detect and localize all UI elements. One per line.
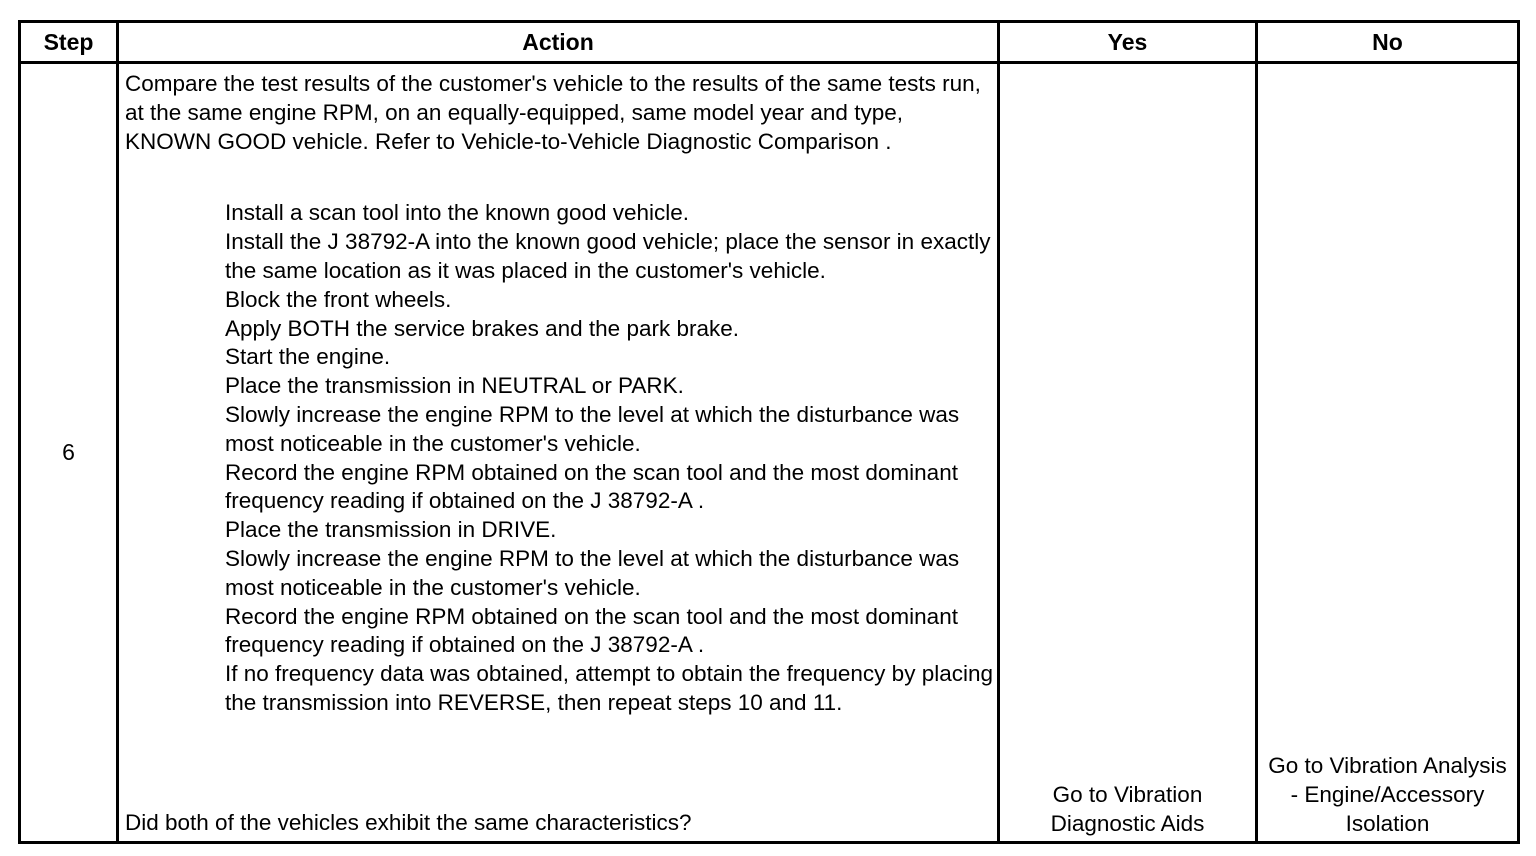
action-step: Slowly increase the engine RPM to the level at which the disturbance was most noticeable in the customer's vehicle.: [225, 545, 960, 600]
action-intro: [125, 70, 993, 156]
action-step: Place the transmission in NEUTRAL or PARK.: [225, 373, 684, 399]
action-step: Block the front wheels.: [225, 286, 452, 312]
yes-link-text[interactable]: Go to Vibration Diagnostic Aids: [1050, 782, 1205, 836]
diagnostic-table: [18, 20, 1520, 844]
action-cell: [119, 64, 1000, 841]
no-link-text[interactable]: Go to Vibration Analysis - Engine/Accessory Isolation: [1268, 753, 1507, 836]
action-step: If no frequency data was obtained, attempt to obtain the frequency by placing the transmission into REVERSE, then repeat steps 10 and 11.: [225, 661, 993, 715]
header-no: No: [1258, 23, 1517, 64]
action-step: Apply BOTH the service brakes and the park brake.: [225, 315, 739, 341]
action-question: Did both of the vehicles exhibit the same characteristics?: [125, 810, 692, 836]
action-step: Slowly increase the engine RPM to the level at which the disturbance was most noticeable in the customer's vehicle.: [225, 401, 960, 456]
header-step: Step: [21, 23, 119, 64]
action-step: Install a scan tool into the known good vehicle.: [225, 200, 690, 226]
header-yes: Yes: [1000, 23, 1258, 64]
step-number: 6: [21, 64, 119, 841]
header-action: Action: [119, 23, 1000, 64]
action-step: Place the transmission in DRIVE.: [225, 517, 557, 543]
action-steps-list: [225, 199, 993, 717]
action-step: Record the engine RPM obtained on the scan tool and the most dominant frequency reading if obtained on the J 38792-A .: [225, 603, 958, 658]
action-intro-text: Compare the test results of the customer's vehicle to the results of the same tests run, at the same engine RPM, on an equally-equipped, same model year and type, KNOWN GOOD vehicle. Refer to Vehicle-to-Vehicle Diagnostic Comparison .: [125, 71, 981, 154]
action-step: Start the engine.: [225, 344, 391, 370]
action-step: Install the J 38792-A into the known good vehicle; place the sensor in exactly the same location as it was placed in the customer's vehicle.: [225, 229, 991, 283]
yes-cell: [1000, 64, 1258, 841]
action-step: Record the engine RPM obtained on the scan tool and the most dominant frequency reading if obtained on the J 38792-A .: [225, 459, 958, 514]
no-cell: [1258, 64, 1517, 841]
